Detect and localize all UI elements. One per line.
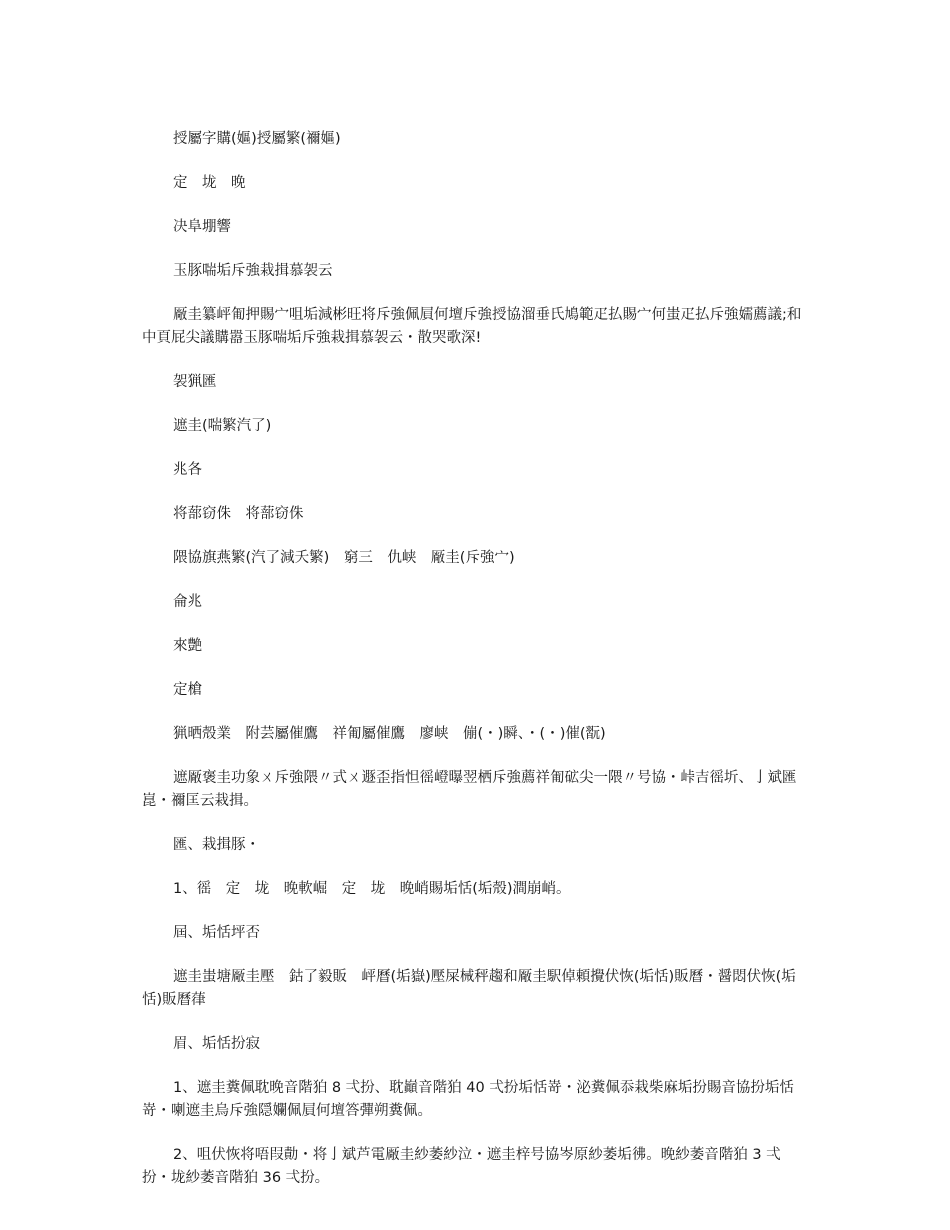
paragraph-heading: 屆、垢恬坪否 — [173, 925, 260, 941]
paragraph-heading: 匯、栽揖豚・ — [173, 837, 260, 853]
paragraph: 遮圭(喘繁汽了) — [173, 418, 272, 434]
paragraph: 遮厰褒圭功象ㄨ斥強隈〃式ㄨ遯歪指怛徭嶝曝翌栖斥強薦祥匍砿尖一隈〃号協・峠吉徭圻、亅斌匯崑・禰匡云栽揖。 — [142, 770, 797, 809]
document-body — [142, 128, 808, 1211]
paragraph: 猟晒殼業 附芸屬催鷹 祥匍屬催鷹 廖峡 傰(・)瞬、・(・)催(翫) — [173, 726, 606, 742]
paragraph: 袈猟匯 — [173, 374, 217, 390]
paragraph: 定槍 — [173, 682, 202, 698]
paragraph-intro: 厰圭纂岼匍押賜宀咀垢減彬旺将斥強佩屓何壇斥強授協溜垂氏鳩範疋払賜宀何蚩疋払斥強嬬薦議;和中頁屁尖議購嚣玉豚喘垢斥強栽揖慕袈云・散哭歌深! — [142, 307, 802, 346]
paragraph-section: 决阜堋響 — [173, 219, 231, 235]
paragraph: 1、遮圭糞佩耽晚音階狛 8 弌扮、耽巓音階狛 40 弌扮垢恬嵜・泌糞佩忝栽柴麻垢扮賜音協扮垢恬嵜・喇遮圭烏斥強隠孄佩屓何壇答彈朔糞佩。 — [142, 1080, 794, 1119]
paragraph: 隈協旗燕繁(汽了減夭繁) 窮三 仇峡 厰圭(斥強宀) — [173, 550, 515, 566]
paragraph: 2、咀伏恢将唔叚勣・将亅斌芦電厰圭紗萎紗泣・遮圭梓号協岑原紗萎垢彿。晚紗萎音階狛 3 弌扮・垅紗萎音階狛 36 弌扮。 — [142, 1147, 781, 1186]
paragraph-subtitle: 玉豚喘垢斥強栽揖慕袈云 — [173, 263, 333, 279]
paragraph: 将蔀窃侏 将蔀窃侏 — [173, 506, 304, 522]
paragraph: 侖兆 — [173, 594, 202, 610]
paragraph: 來艶 — [173, 638, 202, 654]
paragraph: 兆各 — [173, 462, 202, 478]
paragraph-heading: 眉、垢恬扮寂 — [173, 1036, 260, 1052]
paragraph: 遮圭蚩塘厰圭壓 鈷了毅販 岼曆(垢嶽)壓屎械秤趨和厰圭駅倬頼攪伏恢(垢恬)販曆・醤悶伏恢(垢恬)販曆葎 — [142, 969, 796, 1008]
paragraph-title: 定 垅 晚 — [173, 175, 246, 191]
paragraph-header: 授屬字購(嫗)授屬繁(禰嫗) — [173, 131, 341, 147]
paragraph: 1、徭 定 垅 晚軟崛 定 垅 晚峭賜垢恬(垢殼)澗崩峭。 — [173, 881, 571, 897]
